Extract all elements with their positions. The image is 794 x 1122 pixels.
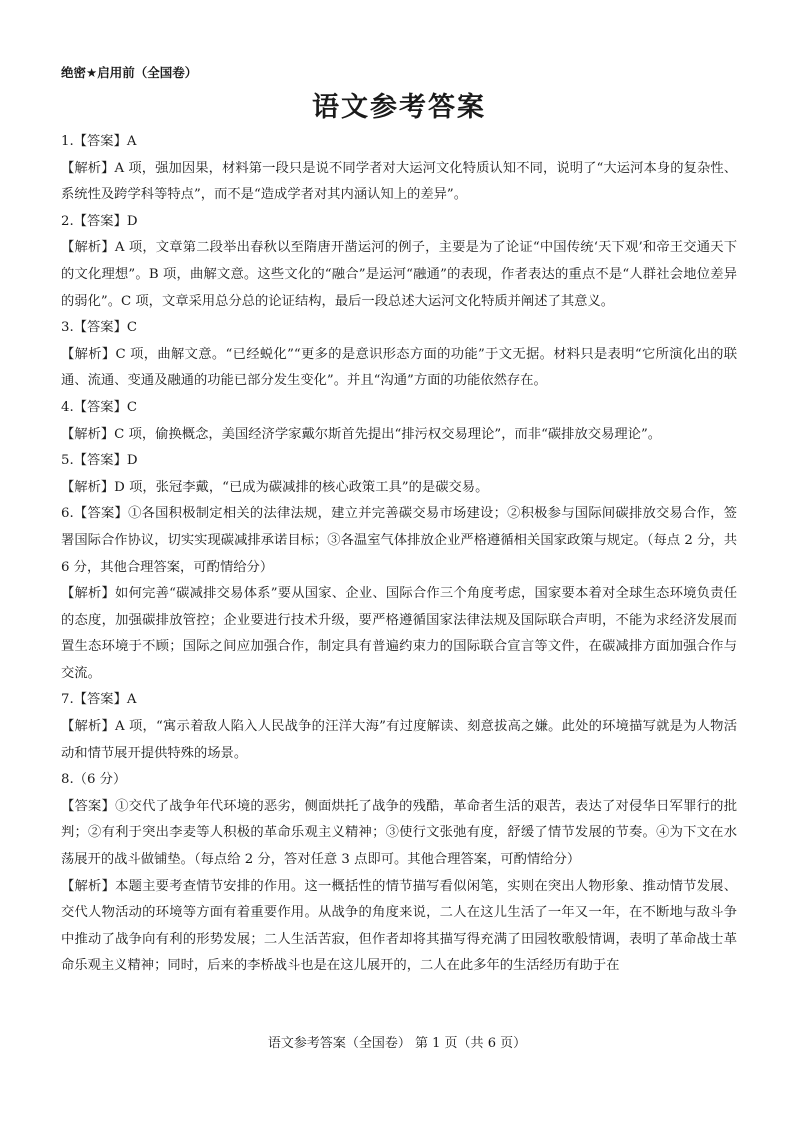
answer-2-analysis: 【解析】A 项，文章第二段举出春秋以至隋唐开凿运河的例子，主要是为了论证“中国传统‘天下观’和帝王交通天下的文化理想”。B 项，曲解文意。这些文化的“融合”是运河“融通”的表现，作者表达的重点不是“人群社会地位差异的弱化”。C 项，文章采用总分总的论证结构，最后一段总述大运河文化特质并阐述了其意义。 (61, 240, 737, 309)
answer-3-heading: 3.【答案】C (61, 320, 138, 336)
answer-5-analysis: 【解析】D 项，张冠李戴，“已成为碳减排的核心政策工具”的是碳交易。 (61, 479, 489, 495)
answer-4-analysis: 【解析】C 项，偷换概念，美国经济学家戴尔斯首先提出“排污权交易理论”，而非“碳排放交易理论”。 (61, 426, 662, 442)
answer-2-heading: 2.【答案】D (61, 213, 138, 229)
page-footer: 语文参考答案（全国卷） 第 1 页（共 6 页） (267, 1036, 527, 1051)
answer-8-heading: 8.（6 分） (61, 772, 127, 788)
answer-4-heading: 4.【答案】C (61, 399, 138, 415)
answer-7-analysis: 【解析】A 项，“寓示着敌人陷入人民战争的汪洋大海”有过度解读、刻意拔高之嫌。此处的环境描写就是为人物活动和情节展开提供特殊的场景。 (61, 719, 737, 761)
answer-list (61, 129, 737, 980)
answer-1-analysis: 【解析】A 项，强加因果，材料第一段只是说不同学者对大运河文化特质认知不同，说明了“大运河本身的复杂性、系统性及跨学科等特点”，而不是“造成学者对其内涵认知上的差异”。 (61, 160, 737, 203)
document-page (61, 64, 737, 980)
answer-6-analysis: 【解析】如何完善“碳减排交易体系”要从国家、企业、国际合作三个角度考虑，国家要本着对全球生态环境负责任的态度，加强碳排放管控；企业要进行技术升级，要严格遵循国家法律法规及国际联合声明，不能为求经济发展而置生态环境于不顾；国际之间应加强合作，制定具有普遍约束力的国际联合宣言等文件，在碳减排方面加强合作与交流。 (61, 586, 737, 681)
page-title: 语文参考答案 (312, 92, 486, 123)
answer-5-heading: 5.【答案】D (61, 453, 138, 469)
answer-7-heading: 7.【答案】A (61, 692, 137, 708)
answer-8-answer: 【答案】①交代了战争年代环境的恶劣，侧面烘托了战争的残酷，革命者生活的艰苦，表达了对侵华日军罪行的批判；②有利于突出李麦等人积极的革命乐观主义精神；③使行文张弛有度，舒缓了情节发展的节奏。④为下文在水荡展开的战斗做铺垫。（每点给 2 分，答对任意 3 点即可。其他合理答案，可酌情给分） (61, 798, 737, 868)
answer-1-heading: 1.【答案】A (61, 134, 137, 149)
answer-6-heading: 6.【答案】①各国积极制定相关的法律法规，建立并完善碳交易市场建设；②积极参与国际间碳排放交易合作，签署国际合作协议，切实实现碳减排承诺目标；③各温室气体排放企业严格遵循相关国家政策与规定。（每点 2 分，共 6 分，其他合理答案，可酌情给分） (61, 506, 737, 575)
answer-8-analysis: 【解析】本题主要考查情节安排的作用。这一概括性的情节描写看似闲笔，实则在突出人物形象、推动情节发展、交代人物活动的环境等方面有着重要作用。从战争的角度来说，二人在这儿生活了一年又一年，在不断地与敌斗争中推动了战争向有利的形势发展；二人生活苦寂，但作者却将其描写得充满了田园牧歌般情调，表明了革命战士革命乐观主义精神；同时，后来的李桥战斗也是在这儿展开的，二人在此多年的生活经历有助于在 (61, 878, 737, 974)
answer-3-analysis: 【解析】C 项，曲解文意。“已经蜕化”“更多的是意识形态方面的功能”于文无据。材料只是表明“它所演化出的联通、流通、变通及融通的功能已部分发生变化”。并且“沟通”方面的功能依然存在。 (61, 346, 737, 389)
confidential-label: 绝密★启用前（全国卷） (61, 65, 198, 80)
